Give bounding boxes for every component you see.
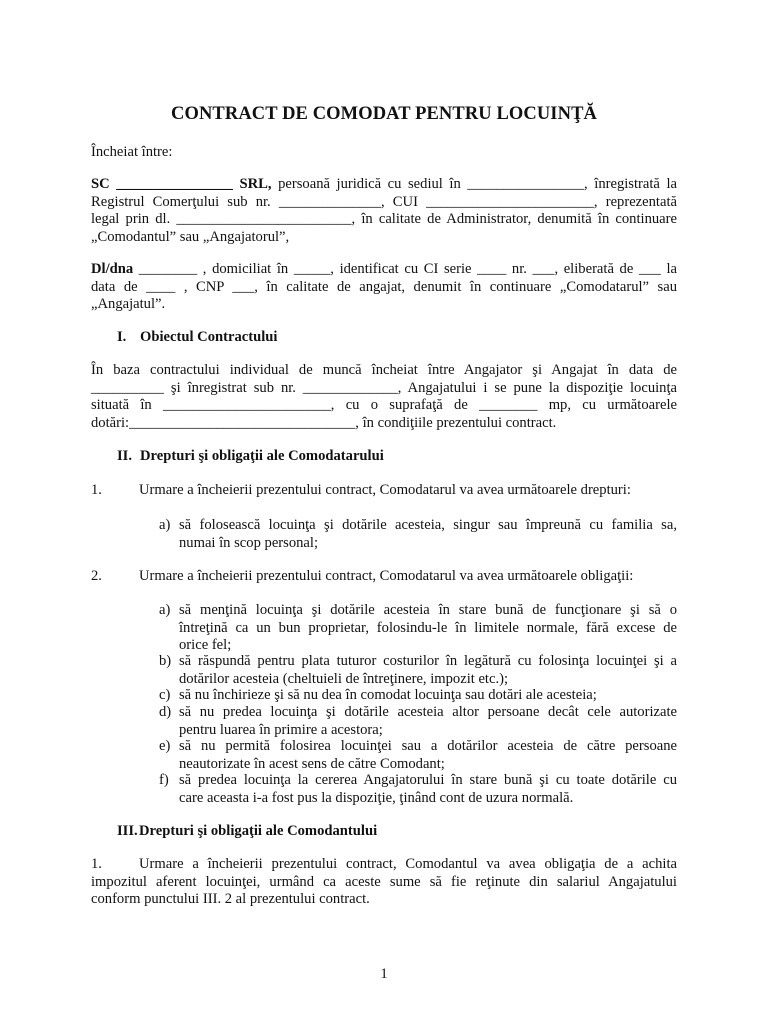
item-number: 1. bbox=[91, 482, 102, 498]
list-item-line: să nu permită folosirea locuinţei sau a dotărilor acesteia de către persoane bbox=[179, 738, 677, 754]
list-item-line: orice fel; bbox=[179, 637, 232, 653]
section-1-number: I. bbox=[117, 329, 127, 345]
list-item-line: să nu predea locuinţa şi dotările acesteia altor persoane decât cele autorizate bbox=[179, 704, 677, 720]
section-3-line: conform punctului III. 2 al prezentului contract. bbox=[91, 891, 370, 907]
section-1-line: __________ şi înregistrat sub nr. _____________, Angajatului i se pune la dispoziţie locuinţa bbox=[91, 379, 677, 396]
list-item-line: să predea locuinţa la cererea Angajatorului în stare bună şi cu toate dotările cu bbox=[179, 772, 677, 788]
party-comodant-line: SC ________________ SRL, persoană juridică cu sediul în ________________, înregistrată la bbox=[91, 176, 677, 192]
obligation-a bbox=[159, 602, 677, 655]
list-item-line: numai în scop personal; bbox=[179, 534, 319, 551]
list-item-line: dotărilor acesteia (cheltuieli de întreţinere, impozit etc.); bbox=[179, 670, 509, 687]
list-item-line: pentru luarea în primire a acestora; bbox=[179, 721, 383, 738]
list-letter: b) bbox=[159, 653, 172, 669]
document-title: CONTRACT DE COMODAT PENTRU LOCUINŢĂ bbox=[171, 104, 597, 124]
list-item-line: să nu închirieze şi să nu dea în comodat locuinţa sau dotări ale acesteia; bbox=[179, 687, 597, 703]
section-2-heading bbox=[117, 448, 384, 466]
party-comodant-line: legal prin dl. ________________________, în calitate de Administrator, denumită în continuare bbox=[91, 211, 677, 227]
section-3-heading bbox=[117, 823, 377, 841]
section-1-line: dotări:_______________________________, în condiţiile prezentului contract. bbox=[91, 414, 557, 431]
list-letter: a) bbox=[159, 517, 171, 533]
list-letter: d) bbox=[159, 704, 172, 720]
list-item-line: care aceasta i-a fost pus la dispoziţie, ţinând cont de uzura normală. bbox=[179, 789, 574, 806]
section-1-title: Obiectul Contractului bbox=[140, 329, 278, 345]
page-number: 1 bbox=[380, 966, 388, 982]
list-item-line: să răspundă pentru plata tuturor costurilor în legătură cu folosinţa locuinţei şi a bbox=[179, 653, 677, 669]
party-comodatar bbox=[91, 261, 677, 314]
section-1-body bbox=[91, 362, 677, 432]
section-1-heading bbox=[117, 329, 277, 347]
list-letter: c) bbox=[159, 687, 171, 703]
party-comodatar-line: „Angajatul”. bbox=[91, 296, 166, 312]
party-comodant-line: „Comodantul” sau „Angajatorul”, bbox=[91, 228, 290, 245]
section-3-line-text: Urmare a încheierii prezentului contract, Comodantul va avea obligaţia de a achita bbox=[139, 856, 677, 872]
obligation-c bbox=[159, 687, 677, 705]
obligation-d bbox=[159, 704, 677, 739]
list-item-line: să menţină locuinţa şi dotările acesteia în stare bună de funcţionare şi să o bbox=[179, 602, 677, 618]
party-comodant bbox=[91, 176, 677, 246]
party-comodatar-line: data de ____ , CNP ___, în calitate de angajat, denumit în continuare „Comodatarul” sau bbox=[91, 278, 677, 295]
obligation-e bbox=[159, 738, 677, 773]
section-3-item-1 bbox=[91, 856, 677, 909]
section-1-line: În baza contractului individual de muncă încheiat între Angajator şi Angajat în data de bbox=[91, 362, 677, 378]
item-number: 2. bbox=[91, 568, 102, 584]
obligation-f bbox=[159, 772, 677, 807]
right-a bbox=[159, 517, 677, 552]
list-item-line: să folosească locuinţa şi dotările acesteia, singur sau împreună cu familia sa, bbox=[179, 517, 677, 533]
item-text: Urmare a încheierii prezentului contract, Comodatarul va avea următoarele obligaţii: bbox=[139, 568, 634, 584]
section-1-line: situată în _______________________, cu o suprafaţă de ________ mp, cu următoarele bbox=[91, 397, 677, 413]
list-item-line: întreţină ca un bun proprietar, folosindu-le în limitele normale, fără excese de bbox=[179, 619, 677, 636]
item-text: Urmare a încheierii prezentului contract, Comodatarul va avea următoarele drepturi: bbox=[139, 482, 631, 498]
section-3-line: impozitul aferent locuinţei, urmând ca aceste sume să fie reţinute din salariul Angajatului bbox=[91, 873, 677, 890]
section-3-title: Drepturi şi obligaţii ale Comodantului bbox=[139, 823, 378, 839]
section-2-number: II. bbox=[117, 448, 133, 464]
list-letter: f) bbox=[159, 772, 169, 788]
section-2-title: Drepturi şi obligaţii ale Comodatarului bbox=[140, 448, 384, 464]
list-item-line: neautorizate în acest sens de către Comodant; bbox=[179, 755, 445, 772]
intro-text: Încheiat între: bbox=[91, 144, 173, 160]
section-3-line bbox=[91, 856, 677, 874]
party-comodatar-line: Dl/dna ________ , domiciliat în _____, identificat cu CI serie ____ nr. ___, eliberată de ___ la bbox=[91, 261, 677, 277]
party-comodant-line: Registrul Comerţului sub nr. ______________, CUI _______________________, reprezentată bbox=[91, 193, 677, 210]
section-3-number: III. bbox=[117, 823, 138, 839]
list-letter: a) bbox=[159, 602, 171, 618]
item-number: 1. bbox=[91, 856, 102, 872]
list-letter: e) bbox=[159, 738, 171, 754]
obligation-b bbox=[159, 653, 677, 688]
